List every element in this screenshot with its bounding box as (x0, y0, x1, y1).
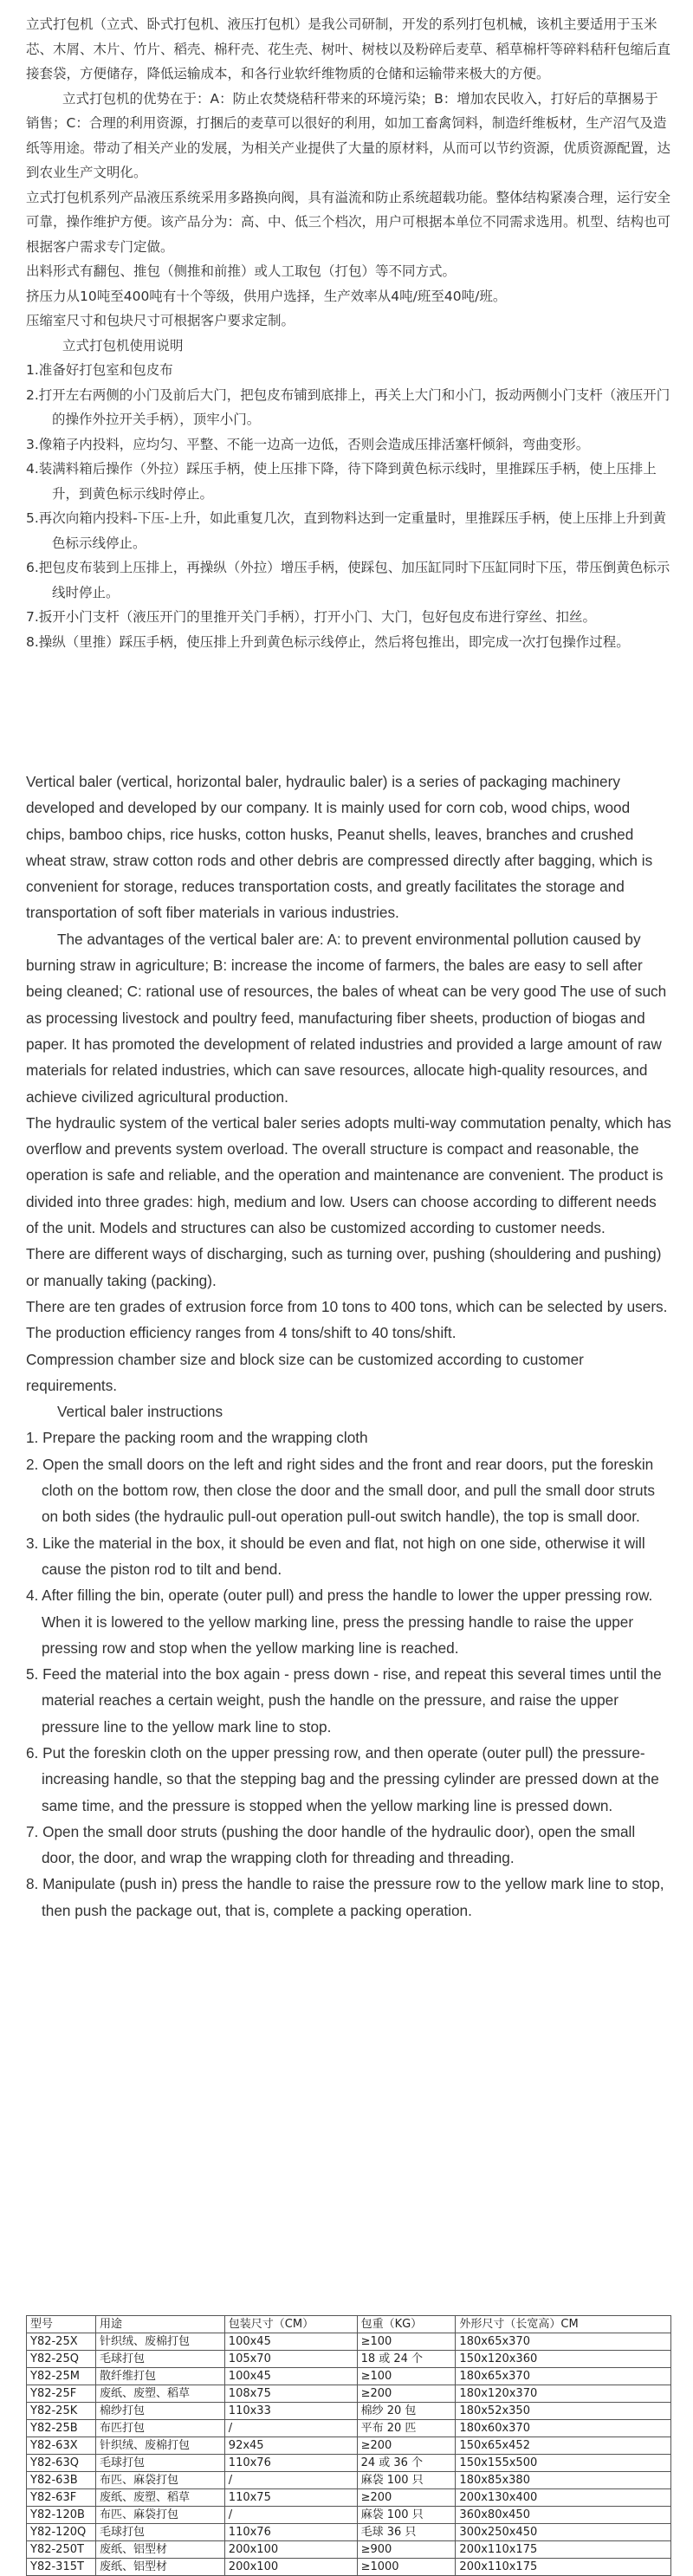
package-size-cell: 110x33 (224, 2403, 357, 2420)
package-size-cell: / (224, 2420, 357, 2437)
model-cell: Y82-25K (27, 2403, 96, 2420)
en-instruction-step: 5. Feed the material into the box again - press down - rise, and repeat this several times until the material reaches a certain weight, push the handle on the pressure, and raise the upper pressure line to the yellow mark line to stop. (26, 1665, 662, 1736)
table-row (27, 2559, 671, 2576)
model-cell: Y82-120Q (27, 2524, 96, 2541)
usage-cell: 毛球打包 (95, 2524, 224, 2541)
package-weight-cell: 24 或 36 个 (357, 2455, 456, 2472)
header-dimensions: 外形尺寸（长宽高）CM (456, 2316, 671, 2333)
en-hydraulic-paragraph: The hydraulic system of the vertical baler series adopts multi-way commutation penalty, which has overflow and prevents system overload. The overall structure is compact and reasonable, the operation is safe and reliable, and the operation and maintenance are convenient. The product is divided into three grades: high, medium and low. Users can choose according to different needs of the unit. Models and structures can also be customized according to customer needs. (26, 1113, 671, 1237)
en-instruction-step: 1. Prepare the packing room and the wrapping cloth (26, 1429, 368, 1447)
dimensions-cell: 150x120x360 (456, 2351, 671, 2368)
model-cell: Y82-63Q (27, 2455, 96, 2472)
package-weight-cell: 平布 20 匹 (357, 2420, 456, 2437)
en-instruction-step: 8. Manipulate (push in) press the handle to raise the pressure row to the yellow mark line to stop, then push the package out, that is, complete a packing operation. (26, 1875, 664, 1919)
zh-discharge-paragraph: 出料形式有翻包、推包（侧推和前推）或人工取包（打包）等不同方式。 (26, 263, 457, 279)
usage-cell: 毛球打包 (95, 2351, 224, 2368)
zh-instruction-step: 6.把包皮布装到上压排上，再操纵（外拉）增压手柄，使踩包、加压缸同时下压缸同时下压，带压倒黄色标示线时停止。 (26, 560, 670, 600)
dimensions-cell: 200x110x175 (456, 2559, 671, 2576)
en-intro-paragraph: Vertical baler (vertical, horizontal baler, hydraulic baler) is a series of packaging machinery developed and developed by our company. It is mainly used for corn cob, wood chips, wood chips, bamboo chips, rice husks, cotton husks, Peanut shells, leaves, branches and crushed wheat straw, straw cotton rods and other debris are compressed directly after bagging, which is convenient for storage, reduces transportation costs, and greatly facilitates the storage and transportation of soft fiber materials in various industries. (26, 773, 653, 922)
table-row (27, 2420, 671, 2437)
dimensions-cell: 300x250x450 (456, 2524, 671, 2541)
en-instruction-step: 7. Open the small door struts (pushing the door handle of the hydraulic door), open the small door, the door, and wrap the wrapping cloth for threading and threading. (26, 1822, 636, 1867)
en-chamber-paragraph: Compression chamber size and block size can be customized according to customer requirements. (26, 1350, 584, 1394)
model-cell: Y82-25B (27, 2420, 96, 2437)
table-header-row (27, 2316, 671, 2333)
package-size-cell: 100x45 (224, 2368, 357, 2385)
specification-table (26, 2315, 671, 2576)
table-row (27, 2489, 671, 2507)
dimensions-cell: 180x65x370 (456, 2333, 671, 2351)
package-size-cell: / (224, 2507, 357, 2524)
model-cell: Y82-250T (27, 2541, 96, 2559)
package-size-cell: 105x70 (224, 2351, 357, 2368)
zh-instruction-step: 4.装满料箱后操作（外拉）踩压手柄，使上压排下降，待下降到黄色标示线时，里推踩压手柄，使上压排上升，到黄色标示线时停止。 (26, 461, 657, 502)
package-weight-cell: ≥200 (357, 2489, 456, 2507)
dimensions-cell: 200x110x175 (456, 2541, 671, 2559)
dimensions-cell: 200x130x400 (456, 2489, 671, 2507)
table-row (27, 2351, 671, 2368)
zh-instruction-step: 5.再次向箱内投料-下压-上升，如此重复几次，直到物料达到一定重量时，里推踩压手柄，使上压排上升到黄色标示线停止。 (26, 510, 666, 551)
model-cell: Y82-63X (27, 2437, 96, 2455)
header-package-weight: 包重（KG） (357, 2316, 456, 2333)
package-size-cell: / (224, 2472, 357, 2489)
table-row (27, 2368, 671, 2385)
package-weight-cell: ≥100 (357, 2368, 456, 2385)
usage-cell: 针织绒、废棉打包 (95, 2333, 224, 2351)
zh-pressure-paragraph: 挤压力从10吨至400吨有十个等级，供用户选择，生产效率从4吨/班至40吨/班。 (26, 288, 507, 304)
zh-chamber-paragraph: 压缩室尺寸和包块尺寸可根据客户要求定制。 (26, 313, 295, 328)
package-size-cell: 200x100 (224, 2541, 357, 2559)
zh-instruction-step: 8.操纵（里推）踩压手柄，使压排上升到黄色标示线停止，然后将包推出，即完成一次打包操作过程。 (26, 633, 630, 650)
usage-cell: 布匹、麻袋打包 (95, 2507, 224, 2524)
table-row (27, 2333, 671, 2351)
en-discharge-paragraph: There are different ways of discharging, such as turning over, pushing (shouldering and pushing) or manually taking (packing). (26, 1245, 662, 1289)
usage-cell: 布匹、麻袋打包 (95, 2472, 224, 2489)
model-cell: Y82-120B (27, 2507, 96, 2524)
package-size-cell: 110x76 (224, 2524, 357, 2541)
usage-cell: 散纤维打包 (95, 2368, 224, 2385)
en-instructions-title: Vertical baler instructions (57, 1403, 223, 1421)
dimensions-cell: 180x65x370 (456, 2368, 671, 2385)
zh-instruction-step: 2.打开左右两侧的小门及前后大门，把包皮布铺到底排上，再关上大门和小门，扳动两侧小门支杆（液压开门的操作外拉开关手柄），顶牢小门。 (26, 386, 670, 427)
package-size-cell: 200x100 (224, 2559, 357, 2576)
model-cell: Y82-25F (27, 2385, 96, 2403)
en-instruction-step: 3. Like the material in the box, it should be even and flat, not high on one side, otherwise it will cause the piston rod to tilt and bend. (26, 1534, 645, 1578)
dimensions-cell: 150x65x452 (456, 2437, 671, 2455)
en-instruction-step: 6. Put the foreskin cloth on the upper pressing row, and then operate (outer pull) the pressure-increasing handle, so that the stepping bag and the pressing cylinder are pressed down at the same time, and the pressure is stopped when the yellow marking line is pressed down. (26, 1743, 659, 1814)
package-weight-cell: ≥200 (357, 2385, 456, 2403)
dimensions-cell: 180x52x350 (456, 2403, 671, 2420)
model-cell: Y82-315T (27, 2559, 96, 2576)
zh-instruction-step: 7.扳开小门支杆（液压开门的里推开关门手柄），打开小门、大门，包好包皮布进行穿丝、扣丝。 (26, 609, 597, 625)
model-cell: Y82-63F (27, 2489, 96, 2507)
package-weight-cell: ≥200 (357, 2437, 456, 2455)
package-size-cell: 108x75 (224, 2385, 357, 2403)
en-pressure-paragraph: There are ten grades of extrusion force from 10 tons to 400 tons, which can be selected by users. The production efficiency ranges from 4 tons/shift to 40 tons/shift. (26, 1297, 668, 1342)
package-size-cell: 110x76 (224, 2455, 357, 2472)
package-weight-cell: 毛球 36 只 (357, 2524, 456, 2541)
dimensions-cell: 360x80x450 (456, 2507, 671, 2524)
section-spacer (26, 654, 671, 769)
zh-intro-paragraph: 立式打包机（立式、卧式打包机、液压打包机）是我公司研制，开发的系列打包机械，该机主要适用于玉米芯、木屑、木片、竹片、稻壳、棉秆壳、花生壳、树叶、树枝以及粉碎后麦草、稻草棉杆等碎料秸秆包缩后直接套袋，方便储存，降低运输成本，和各行业软纤维物质的仓储和运输带来极大的方便。 (26, 16, 671, 81)
usage-cell: 布匹打包 (95, 2420, 224, 2437)
dimensions-cell: 180x60x370 (456, 2420, 671, 2437)
dimensions-cell: 180x120x370 (456, 2385, 671, 2403)
table-row (27, 2403, 671, 2420)
header-model: 型号 (27, 2316, 96, 2333)
model-cell: Y82-25M (27, 2368, 96, 2385)
usage-cell: 废纸、废塑、稻草 (95, 2489, 224, 2507)
product-description (26, 12, 671, 1924)
zh-instructions-title: 立式打包机使用说明 (62, 337, 184, 354)
table-row (27, 2472, 671, 2489)
dimensions-cell: 180x85x380 (456, 2472, 671, 2489)
header-package-size: 包装尺寸（CM） (224, 2316, 357, 2333)
zh-instruction-step: 3.像箱子内投料，应均匀、平整、不能一边高一边低，否则会造成压排活塞杆倾斜，弯曲变形。 (26, 436, 590, 452)
table-row (27, 2524, 671, 2541)
package-size-cell: 92x45 (224, 2437, 357, 2455)
package-weight-cell: 麻袋 100 只 (357, 2472, 456, 2489)
usage-cell: 针织绒、废棉打包 (95, 2437, 224, 2455)
en-instruction-step: 2. Open the small doors on the left and right sides and the front and rear doors, put the foreskin cloth on the bottom row, then close the door and the small door, and pull the small door struts on both sides (the hydraulic pull-out operation pull-out switch handle), the top is small door. (26, 1455, 655, 1526)
package-weight-cell: 18 或 24 个 (357, 2351, 456, 2368)
usage-cell: 废纸、铝型材 (95, 2541, 224, 2559)
package-weight-cell: ≥900 (357, 2541, 456, 2559)
usage-cell: 废纸、铝型材 (95, 2559, 224, 2576)
en-instruction-step: 4. After filling the bin, operate (outer pull) and press the handle to lower the upper pressing row. When it is lowered to the yellow marking line, press the pressing handle to raise the upper pressing row and stop when the yellow marking line is reached. (26, 1586, 653, 1657)
package-weight-cell: 麻袋 100 只 (357, 2507, 456, 2524)
package-weight-cell: 棉纱 20 包 (357, 2403, 456, 2420)
package-size-cell: 100x45 (224, 2333, 357, 2351)
package-weight-cell: ≥1000 (357, 2559, 456, 2576)
en-advantages-paragraph: The advantages of the vertical baler are: A: to prevent environmental pollution caused by burning straw in agriculture; B: increase the income of farmers, the bales are easy to sell after being cleaned; C: rational use of resources, the bales of wheat can be very good The use of such as processing livestock and poultry feed, manufacturing fiber sheets, production of biogas and paper. It has promoted the development of related industries and provided a large amount of raw materials for related industries, which can save resources, allocate high-quality resources, and achieve civilized agricultural production. (26, 930, 667, 1106)
usage-cell: 废纸、废塑、稻草 (95, 2385, 224, 2403)
table-row (27, 2437, 671, 2455)
package-size-cell: 110x75 (224, 2489, 357, 2507)
dimensions-cell: 150x155x500 (456, 2455, 671, 2472)
table-row (27, 2385, 671, 2403)
table-row (27, 2541, 671, 2559)
usage-cell: 棉纱打包 (95, 2403, 224, 2420)
model-cell: Y82-25X (27, 2333, 96, 2351)
model-cell: Y82-63B (27, 2472, 96, 2489)
model-cell: Y82-25Q (27, 2351, 96, 2368)
zh-hydraulic-paragraph: 立式打包机系列产品液压系统采用多路换向阀，具有溢流和防止系统超载功能。整体结构紧凑合理，运行安全可靠，操作维护方便。该产品分为：高、中、低三个档次，用户可根据本单位不同需求选用。机型、结构也可根据客户需求专门定做。 (26, 189, 671, 255)
header-usage: 用途 (95, 2316, 224, 2333)
zh-instruction-list (26, 358, 671, 654)
zh-instruction-step: 1.准备好打包室和包皮布 (26, 362, 173, 378)
package-weight-cell: ≥100 (357, 2333, 456, 2351)
table-row (27, 2455, 671, 2472)
en-instruction-list (26, 1424, 671, 1924)
zh-advantages-paragraph: 立式打包机的优势在于：A：防止农焚烧秸秆带来的环境污染；B：增加农民收入，打好后的草捆易于销售；C：合理的利用资源，打捆后的麦草可以很好的利用，如加工畜禽饲料，制造纤维板材，生产沼气及造纸等用途。带动了相关产业的发展，为相关产业提供了大量的原材料，从而可以节约资源，优质资源配置，达到农业生产文明化。 (26, 90, 671, 180)
usage-cell: 毛球打包 (95, 2455, 224, 2472)
